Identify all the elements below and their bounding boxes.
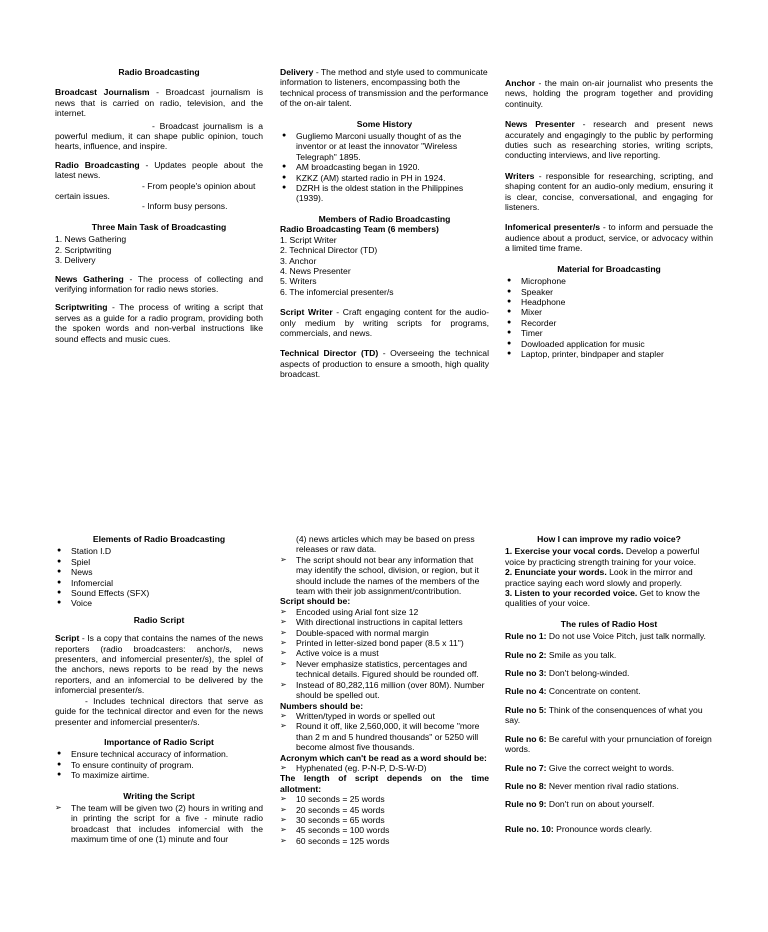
page2-column-2 [280, 534, 489, 854]
rules-heading: The rules of Radio Host [560, 618, 658, 629]
list-item: ➢ Double-spaced with normal margin [280, 628, 489, 638]
rule-item: Rule no 6: Be careful with your prnunciation of foreign words. [505, 733, 712, 755]
improve-heading: How I can improve my radio voice? [537, 534, 681, 544]
list-item: ● Station I.D [55, 546, 263, 556]
script-should-list [280, 607, 489, 701]
news-gathering-def: News Gathering - The process of collecting and verifying information for radio news stories. [55, 273, 263, 294]
elements-heading: Elements of Radio Broadcasting [92, 534, 226, 544]
list-item: 6. The infomercial presenter/s [280, 286, 394, 297]
rule-item: Rule no 5: Think of the consenquences of what you say. [505, 704, 703, 726]
script-should-heading: Script should be: [280, 596, 351, 607]
list-item: ➢ Instead of 80,282,116 million (over 80M). Number should be spelled out. [280, 680, 489, 701]
technical-director-def: Technical Director (TD) - Overseeing the technical aspects of production to ensure a smooth, high quality broadcast. [280, 348, 489, 380]
list-item: ● Sound Effects (SFX) [55, 588, 263, 598]
page1-column-3 [505, 78, 713, 367]
list-item: ➢ 60 seconds = 125 words [280, 836, 489, 846]
infomercial-presenter-def: Infomerical presenter/s - to inform and persuade the audience about a product, service, or advocacy within a limited time frame. [505, 222, 713, 254]
voice-tip-2: 2. Enunciate your words. Look in the mirror and practice saying each word slowly and properly. [505, 567, 693, 588]
radio-script-heading: Radio Script [133, 614, 185, 625]
list-item: ➢ Written/typed in words or spelled out [280, 711, 489, 721]
list-item: ➢ Never emphasize statistics, percentages and technical details. Figured should be rounded off. [280, 659, 489, 680]
script-def-2: - Includes technical directors that serve as guide for the technical director and even for the news presenter and infomercial presenter/s. [55, 695, 263, 727]
list-item: ➢ 20 seconds = 45 words [280, 805, 489, 815]
elements-list [55, 546, 263, 608]
list-item: ● Speaker [505, 287, 713, 297]
list-item: ➢ 10 seconds = 25 words [280, 794, 489, 804]
page1-title: Radio Broadcasting [118, 67, 200, 77]
rule-item: Rule no 7: Give the correct weight to words. [505, 762, 675, 773]
rule-10: Rule no. 10: Pronounce words clearly. [505, 823, 652, 834]
numbers-list [280, 711, 489, 753]
list-item: 1. News Gathering [55, 234, 127, 245]
voice-tip-3: 3. Listen to your recorded voice. Get to know the qualities of your voice. [505, 588, 700, 609]
team-heading: Radio Broadcasting Team (6 members) [280, 224, 439, 235]
rule-item: Rule no 8: Never mention rival radio stations. [505, 780, 679, 791]
list-item: ● Spiel [55, 557, 263, 567]
rules-list [505, 631, 713, 809]
list-item: ➢ Encoded using Arial font size 12 [280, 607, 489, 617]
list-item: ● Timer [505, 328, 713, 338]
material-list [505, 276, 713, 359]
list-item: ● To ensure continuity of program. [55, 760, 263, 770]
script-def: Script - Is a copy that contains the names of the news reporters (radio broadcasters: anchor/s, news presenters, and infomercial presenter/s), the splel of the anchors, news reports to be read by the news reporters, and an infomercial to be delivered by the infomercial presenter/s. [55, 633, 263, 696]
list-item: ➢ Printed in letter-sized bond paper (8.5 x 11") [280, 638, 489, 648]
rule-item: Rule no 2: Smile as you talk. [505, 649, 617, 660]
rule-item: Rule no 9: Don't run on about yourself. [505, 799, 655, 810]
list-item: 1. Script Writer [280, 234, 337, 245]
list-item: ➢ The script should not bear any information that may identify the school, division, or region, but it should include the names of the members of the team with their job assignment/contribution. [280, 555, 489, 597]
radio-broadcasting-def-2: - From people's opinion about certain issues. [55, 180, 256, 202]
list-item: 2. Scriptwriting [55, 244, 112, 255]
list-item: ➢ Hyphenated (eg. P-N-P, D-S-W-D) [280, 763, 489, 773]
writing-continued: (4) news articles which may be based on press releases or raw data. [296, 534, 475, 555]
writing-list [55, 803, 263, 845]
page2-column-3 [505, 534, 713, 842]
rule-item: Rule no 1: Do not use Voice Pitch, just talk normally. [505, 631, 706, 642]
list-item: ● DZRH is the oldest station in the Philippines (1939). [280, 183, 489, 204]
length-heading: The length of script depends on the time allotment: [280, 773, 489, 794]
history-list [280, 131, 489, 204]
writing-heading: Writing the Script [123, 790, 195, 801]
page1-column-1 [55, 67, 263, 352]
list-item: ➢ With directional instructions in capital letters [280, 617, 489, 627]
broadcast-journalism-def: Broadcast Journalism - Broadcast journalism is news that is carried on radio, television, and the internet. [55, 87, 263, 119]
list-item: ➢ Round it off, like 2,560,000, it will become "more than 2 m and 5 hundred thousands" or 5250 will become almost five thousands. [280, 721, 489, 752]
list-item: ● Ensure technical accuracy of information. [55, 749, 263, 759]
rule-item: Rule no 3: Don't belong-winded. [505, 668, 630, 679]
delivery-def: Delivery - The method and style used to communicate information to listeners, encompassing both the technical process of transmission and the performance of the on-air talent. [280, 67, 489, 109]
list-item: ● Infomercial [55, 578, 263, 588]
tasks-heading: Three Main Task of Broadcasting [91, 221, 227, 232]
list-item: ● Voice [55, 598, 263, 608]
length-list [280, 794, 489, 846]
list-item: ● Dowloaded application for music [505, 339, 713, 349]
list-item: ● Gugliemo Marconi usually thought of as the inventor or at least the innovator "Wireless Telegraph" 1895. [280, 131, 489, 162]
team-list [280, 235, 489, 297]
radio-broadcasting-def: Radio Broadcasting - Updates people about the latest news. [55, 159, 263, 181]
script-writer-def: Script Writer - Craft engaging content for the audio-only medium by writing scripts for programs, commercials, and news. [280, 307, 489, 338]
material-heading: Material for Broadcasting [557, 263, 661, 274]
list-item: ● Laptop, printer, bindpaper and stapler [505, 349, 713, 359]
list-item: ● Headphone [505, 297, 713, 307]
importance-heading: Importance of Radio Script [104, 736, 214, 747]
page2-column-1 [55, 534, 263, 853]
list-item: 3. Delivery [55, 255, 96, 266]
list-item: ● News [55, 567, 263, 577]
list-item: ● Recorder [505, 318, 713, 328]
scriptwriting-def: Scriptwriting - The process of writing a script that serves as a guide for a radio program, providing both the spoken words and non-verbal instructions like sound effects and music cues. [55, 302, 263, 344]
page1-column-2 [280, 67, 489, 388]
broadcast-journalism-def-2: - Broadcast journalism is a powerful medium, it can shape public opinion, touch hearts, influence, and inspire. [55, 120, 263, 152]
list-item: 4. News Presenter [280, 265, 351, 276]
list-item: ● Microphone [505, 276, 713, 286]
list-item: ● AM broadcasting began in 1920. [280, 162, 489, 172]
list-item: 3. Anchor [280, 255, 317, 266]
radio-broadcasting-def-3: - Inform busy persons. [142, 201, 228, 212]
list-item: ● KZKZ (AM) started radio in PH in 1924. [280, 173, 489, 183]
members-heading: Members of Radio Broadcasting [318, 213, 451, 224]
list-item: ➢ 30 seconds = 65 words [280, 815, 489, 825]
list-item: 2. Technical Director (TD) [280, 245, 378, 256]
acronym-heading: Acronym which can't be read as a word should be: [280, 752, 487, 763]
list-item: ➢ The team will be given two (2) hours in writing and in printing the script for a five - minute radio broadcast that includes infomercial with the maximum time of one (1) minute and four [55, 803, 263, 845]
writers-def: Writers - responsible for researching, scripting, and shaping content for an audio-only medium, ensuring it is clear, concise, conversational, and engaging for listeners. [505, 170, 713, 213]
list-item: ● To maximize airtime. [55, 770, 263, 780]
anchor-def: Anchor - the main on-air journalist who presents the news, holding the program together and providing continuity. [505, 78, 713, 109]
acronym-list [280, 763, 489, 773]
list-item: ● Mixer [505, 307, 713, 317]
history-heading: Some History [356, 118, 413, 129]
importance-list [55, 749, 263, 780]
rule-item: Rule no 4: Concentrate on content. [505, 686, 641, 697]
list-item: 5. Writers [280, 276, 317, 287]
writing-list-continued [280, 555, 489, 597]
list-item: ➢ 45 seconds = 100 words [280, 825, 489, 835]
tasks-list [55, 234, 263, 265]
numbers-heading: Numbers should be: [280, 700, 364, 711]
list-item: ➢ Active voice is a must [280, 648, 489, 658]
voice-tip-1: 1. Exercise your vocal cords. Develop a powerful voice by practicing strength training for your voice. [505, 546, 700, 567]
news-presenter-def: News Presenter - research and present news accurately and engagingly to the public by performing duties such as researching stories, writing scripts, conducting interviews, and live reporting. [505, 119, 713, 161]
